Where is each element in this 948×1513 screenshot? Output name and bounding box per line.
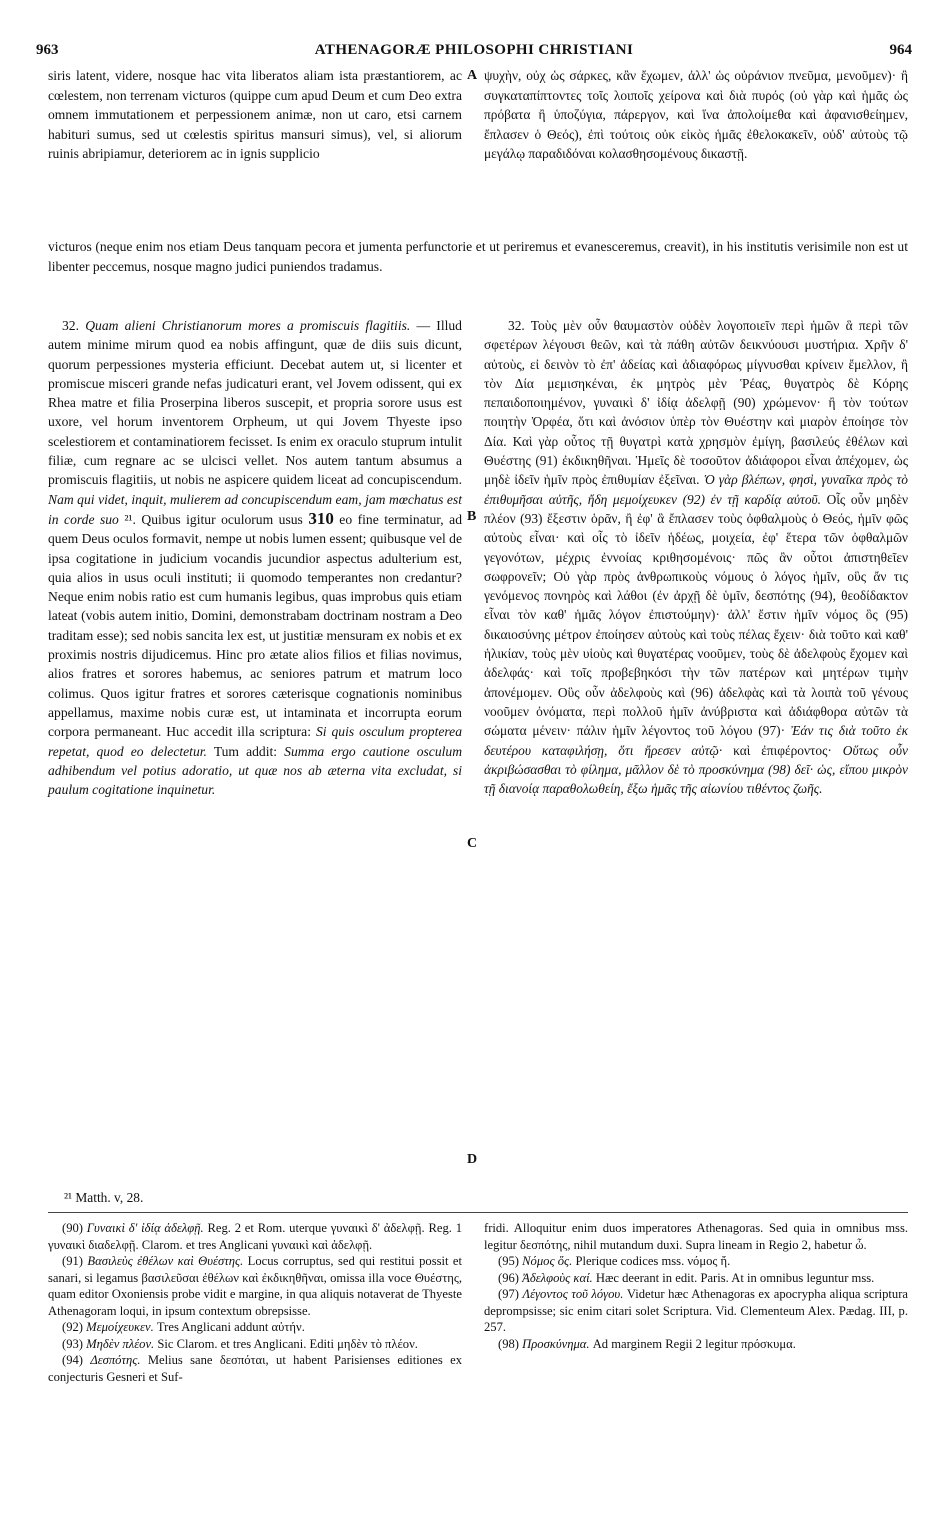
greek-section-32-body xyxy=(484,316,908,798)
greek-column-top xyxy=(484,66,908,164)
greek-section-32 xyxy=(484,316,908,798)
latin-section-32-body xyxy=(48,316,462,799)
latin-paragraph-a: — Illud autem minime mirum quod ea nobis affingunt, quæ de diis suis dicunt, quorum perpessiones mysteria efficiunt. Decebat autem ut, si licenter et promiscue misceri grande nefas judicaturi erant, vel Jovem odissent, qui ex Rhea matre et filia Proserpina liberos suscepit, et propria sorore usus est uxore, vel horum inventorem Orpheum, ut qui Jovem Thyeste ipso scelestiorem et contaminatiorem fecisset. Is enim ex oraculo stuprum intulit filiæ, cum regnare ac se ulcisci vellet. Nos autem tantum absumus a promiscuis flagitiis, ut nobis ne aspicere quidem liceat ad concupiscendum. xyxy=(48,318,462,488)
page-number-right: 964 xyxy=(889,42,912,58)
greek-paragraph-b: Οἷς οὖν μηδὲν πλέον (93) ἔξεστιν ὁρᾶν, ἢ ἐφ' ἃ ἔπλασεν τοὺς ὀφθαλμοὺς ὁ Θεός, ἡμῖν φῶς αὐτοὺς εἶναι· καὶ οἷς τὸ ἰδεῖν ἡδέως, μοιχεία, ἐφ' ἕτερα τῶν ὀφθαλμῶν γεγονότων, μέχρις ἐννοίας κριθησομένοις· πῶς ἂν οὗτοι ἀπιστηθεῖεν σωφρονεῖν; Οὐ γὰρ πρὸς ἀνθρωπικοὺς νόμους ὁ λόγος ἡμῖν, οὓς ἄν τις γενόμενος πονηρὸς καὶ λάθοι (ἐν ἀρχῇ δὲ ὑμῖν, δεσπότης (94), θεοδίδακτον εἶναι τὸν καθ' ἡμᾶς λόγον ἐπιστούμην)· ἀλλ' ἔστιν ἡμῖν νόμος ὃς (95) δικαιοσύνης μέτρον ἐποίησεν αὐτοὺς καὶ τοὺς πέλας ἔχειν· διὰ τοῦτο καὶ καθ' ἡλικίαν, τοὺς μὲν υἱοὺς καὶ θυγατέρας νοοῦμεν, τοὺς δὲ ἀδελφοὺς ἔχομεν καὶ ἀδελφάς· καὶ τοῖς προβεβηκόσι τὴν τῶν πατέρων καὶ μητέρων τιμὴν ἀπονέμομεν. Οὓς οὖν ἀδελφοὺς καὶ (96) ἀδελφὰς καὶ τὰ λοιπὰ τοῦ γένους νοοῦμεν ὀνόματα, περὶ πολλοῦ ἡμῖν ἀνύβριστα καὶ ἀδιάφθορα αὐτῶν τὰ σώματα μένειν· πάλιν ἡμῖν λέγοντος τοῦ λόγου (97)· xyxy=(484,491,909,739)
column-number: 310 xyxy=(308,508,334,528)
footnote-text: fridi. Alloquitur enim duos imperatores Athenagoras. Sed quia in omnibus mss. legitur δεσπότης, nihil mutandum duxi. Supra lineam in Regio 2, habetur ὦ. xyxy=(484,1221,908,1252)
footnote xyxy=(48,1319,462,1336)
footnote-number: (92) xyxy=(62,1320,83,1334)
scripture-quote-1: Nam qui videt, inquit, mulierem ad concupiscendum eam, jam mœchatus est in corde suo xyxy=(48,491,462,527)
section-number: 32. xyxy=(62,318,79,333)
footnote xyxy=(48,1253,462,1319)
footnote-number: (97) xyxy=(498,1287,519,1301)
footnote-lemma: Νόμος ὅς. xyxy=(522,1254,573,1268)
footnote-lemma: Μηδὲν πλέον. xyxy=(86,1336,155,1351)
greek-quote-2: Ἐάν τις διὰ τοῦτο ἐκ δευτέρου καταφιλήσῃ, ὅτι ἤρεσεν αὐτῷ· xyxy=(484,723,908,758)
footnote xyxy=(48,1336,462,1353)
footnote-lemma: Δεσπότης. xyxy=(90,1353,141,1367)
footnote-number: (98) xyxy=(498,1336,519,1351)
margin-marker-a: A xyxy=(467,68,478,83)
margin-marker-d: D xyxy=(467,1152,478,1167)
running-title: ATHENAGORÆ PHILOSOPHI CHRISTIANI xyxy=(314,42,634,58)
footnote-text: Tres Anglicani addunt αὐτήν. xyxy=(156,1320,305,1334)
footnote-text: Reg. 2 et Rom. uterque γυναικὶ δ' ἀδελφῇ. Reg. 1 γυναικὶ διαδελφῇ. Clarom. et tres Anglicani γυναικὶ καὶ ἀδελφῇ. xyxy=(48,1221,463,1252)
footnote xyxy=(484,1270,908,1287)
footnotes-left-column xyxy=(48,1220,462,1385)
footnote-number: (96) xyxy=(498,1270,519,1285)
greek-quote-3: Οὕτως οὖν ἀκριβώσασθαι τὸ φίλημα, μᾶλλον δὲ τὸ προσκύνημα (98) δεῖ· ὡς, εἴπου μικρὸν τῇ διανοίᾳ παραθολωθείη, ἔξω ἡμᾶς τῆς αἰωνίου τιθέντος ζωῆς. xyxy=(484,742,908,797)
footnote-number: (94) xyxy=(62,1353,83,1367)
greek-section-number: 32. xyxy=(508,318,525,333)
footnote-number: (90) xyxy=(62,1221,83,1235)
footnote-lemma: Ἀδελφοὺς καί. xyxy=(522,1270,593,1285)
latin-column-top xyxy=(48,66,462,164)
greek-paragraph-c: καὶ ἐπιφέροντος· xyxy=(733,742,832,758)
latin-section-32 xyxy=(48,316,462,799)
margin-marker-b: B xyxy=(467,509,477,524)
footnote-lemma: Προσκύνημα. xyxy=(522,1336,590,1351)
footnote-lemma: Γυναικὶ δ' ἰδίᾳ ἀδελφῇ. xyxy=(86,1221,204,1235)
footnote-text: Videtur hæc Athenagoras ex apocrypha aliqua scriptura deprompsisse; sic enim citari solet Scriptura. Vid. Clementeum Alex. Pædag. III, p. 257. xyxy=(484,1287,909,1334)
scripture-quote-2: Si quis osculum propterea repetat, quod eo delectetur. xyxy=(48,724,462,759)
footnote xyxy=(484,1336,908,1353)
latin-paragraph-b: Quibus igitur oculorum usus xyxy=(141,511,303,527)
footnote xyxy=(48,1220,462,1253)
footnote-text: Melius sane δεσπόται, ut habent Parisienses editiones ex conjecturis Gesneri et Suf- xyxy=(48,1353,462,1384)
footnote xyxy=(484,1253,908,1270)
latin-paragraph-c: eo fine terminatur, ad quem Deus oculos formavit, nempe ut nobis lumen essent; quibusque vel de ipsa cogitatione in judicium vocandis jucundior aspectus adulterium est, quia alios in usus oculi instituti; ii quomodo temperantes non credantur? Neque enim nobis ratio est cum humanis legibus, quas improbus quis etiam lateat (vobis autem initio, Domini, demonstrabam doctrinam nostram a Deo traditam esse); sed nobis sancita lex est, ut justitiæ mensuram ex nobis et ex proximis nostris dijudicemus. Hinc pro ætate alios filios et filias novimus, alios fratres et sorores habemus, ac seniores patrum et matrum loco colimus. Quos igitur fratres et sorores cæterisque cognationis nominibus appellamus, maxime nobis curæ est, ut intaminata et incorrupta eorum corpora permaneant. Huc accedit illa scriptura: xyxy=(48,511,462,740)
margin-marker-c: C xyxy=(467,836,478,851)
footnote xyxy=(484,1220,908,1253)
section-heading: Quam alieni Christianorum mores a promiscuis flagitiis. xyxy=(85,318,411,333)
full-width-paragraph xyxy=(48,237,908,276)
scripture-reference: ²¹ Matth. v, 28. xyxy=(64,1190,144,1205)
page-number-left: 963 xyxy=(36,42,59,58)
footnotes-right-column xyxy=(484,1220,908,1352)
greek-quote-1: Ὁ γὰρ βλέπων, φησὶ, γυναῖκα πρὸς τὸ ἐπιθυμῆσαι αὐτῆς, ἤδη μεμοίχευκεν (92) ἐν τῇ καρδίᾳ αὐτοῦ. xyxy=(484,472,909,507)
footnote-text: Sic Clarom. et tres Anglicani. Editi μηδὲν τὸ πλέον. xyxy=(157,1336,418,1351)
greek-text-top: ψυχὴν, οὐχ ὡς σάρκες, κἂν ἔχωμεν, ἀλλ' ὡς οὐράνιον πνεῦμα, μενοῦμεν)· ἢ συγκαταπίπτοντες τοῖς λοιποῖς χείρονα καὶ διὰ πυρός (οὐ γὰρ καὶ ἡμᾶς ὡς πρόβατα ἢ ὑποζύγια, πάρεργον, καὶ ἵνα ἀπολοίμεθα καὶ ἀφανισθείημεν, ἔπλασεν ὁ Θεός), ἐπὶ τούτοις οὐκ εἰκὸς ἡμᾶς ἐθελοκακεῖν, οὐδ' αὐτοὺς τῷ μεγάλῳ παραδιδόναι κολασθησομένους δικαστῇ. xyxy=(484,68,908,161)
footnote-divider xyxy=(48,1212,908,1213)
footnote-number: (91) xyxy=(62,1254,83,1268)
footnote xyxy=(48,1352,462,1385)
footnote-lemma: Βασιλεὺς ἐθέλων καὶ Θυέστης. xyxy=(87,1254,244,1268)
full-width-text: victuros (neque enim nos etiam Deus tanquam pecora et jumenta perfunctorie et ut periremus et evanesceremus, creavit), in his institutis verisimile non est ut libenter peccemus, nosque magno judici puniendos tradamus. xyxy=(48,239,908,274)
footnote-text: Plerique codices mss. νόμος ἤ. xyxy=(575,1254,731,1268)
running-header xyxy=(36,42,912,64)
footnote-lemma: Μεμοίχευκεν. xyxy=(86,1320,154,1334)
footnote-text: Hæc deerant in edit. Paris. At in omnibus leguntur mss. xyxy=(595,1270,875,1285)
footnote-text: Ad marginem Regii 2 legitur πρόσκυμα. xyxy=(592,1336,796,1351)
latin-paragraph-d: Tum addit: xyxy=(213,743,278,759)
footnote xyxy=(484,1286,908,1336)
greek-paragraph-a: Τοὺς μὲν οὖν θαυμαστὸν οὐδὲν λογοποιεῖν περὶ ἡμῶν ἃ περὶ τῶν σφετέρων λέγουσι θεῶν, καὶ τὰ πάθη αὐτῶν δεικνύουσι μυστήρια. Χρῆν δ' αὐτοὺς, εἰ δεινὸν τὸ ἐπ' ἀδείας καὶ ἀδιαφόρως μίγνυσθαι κρίνειν ἔμελλον, ἢ τὸν Δία μεμισηκέναι, ἐκ μητρὸς μὲν Ῥέας, θυγατρὸς δὲ Κόρης πεπαιδοποιημένον, γυναικὶ δ' ἰδίᾳ ἀδελφῇ (90) χρώμενον· ἢ τὸν τούτων ποιητὴν Ὀρφέα, ὅτι καὶ ἀνόσιον ὑπὲρ τὸν Θυέστην καὶ μιαρὸν ἐποίησε τὸν Δία. Καὶ γὰρ οὗτος τῇ θυγατρὶ κατὰ χρησμὸν ἐμίγη, βασιλεύς ἐθέλων καὶ Θυέστης (91) ἐκδικηθῆναι. Ἡμεῖς δὲ τοσοῦτον ἀδιάφοροι εἶναι ἀπέχομεν, ὡς μηδὲ ἰδεῖν ἡμῖν πρὸς ἐπιθυμίαν ἐξεῖναι. xyxy=(484,318,908,488)
latin-text-top: siris latent, videre, nosque hac vita liberatos aliam ista præstantiorem, ac cœlestem, non terrenam victuros (quippe cum apud Deum et cum Deo extra omnem immutationem et perpessionem animæ, non ut caro, etsi carnem habituri sumus, sed ut cœlestis spiritus mansuri simus), vel, si aliorum ruinis abripiamur, deteriorem ac in ignis supplicio xyxy=(48,68,462,161)
footnote-number: (93) xyxy=(62,1336,83,1351)
quote-ref: ²¹. xyxy=(124,511,136,527)
footnote-lemma: Λέγοντος τοῦ λόγου. xyxy=(522,1287,624,1301)
footnote-text: Locus corruptus, sed qui restitui possit et sanari, si legamus βασιλεῦσαι ἐθέλων καὶ ἐκδικηθῆναι, omissa illa voce Θυέστης, quam editor Oxoniensis probe vidit e margine, in qua aliquis notaverat de Thyeste Athenagoram loqui, in ipsum contextum obrepsisse. xyxy=(48,1254,462,1318)
footnote-number: (95) xyxy=(498,1254,519,1268)
scripture-quote-3: Summa ergo cautione osculum adhibendum vel potius adoratio, ut quæ nos ab æterna vita excludat, si paulum cogitatione inquinetur. xyxy=(48,743,463,798)
